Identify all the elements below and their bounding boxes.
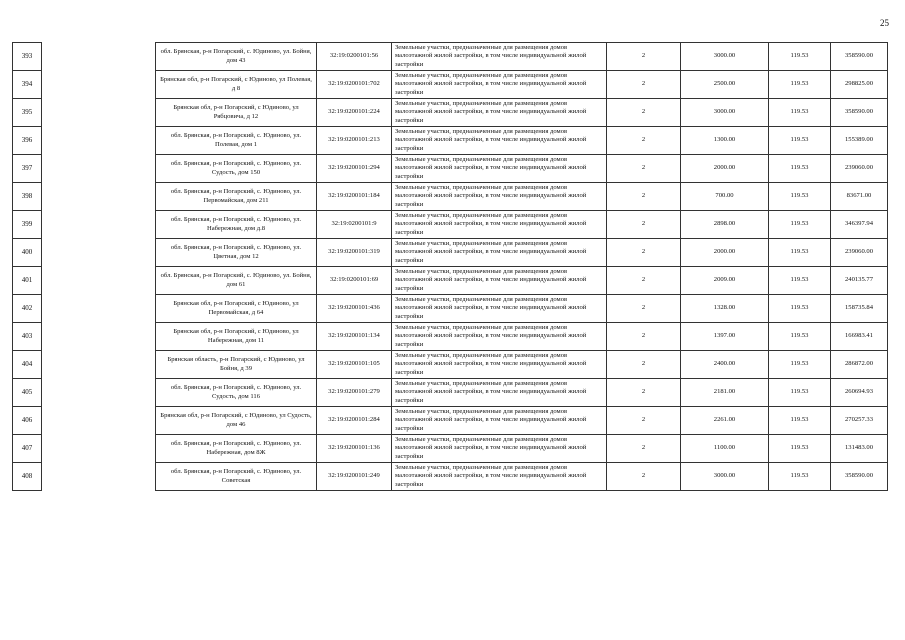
rate-cell: 119.53 xyxy=(769,407,831,435)
table-row xyxy=(13,295,888,323)
table-row xyxy=(13,379,888,407)
rate-cell: 119.53 xyxy=(769,239,831,267)
cadastral-value-cell: 240135.77 xyxy=(831,267,888,295)
category-cell: 2 xyxy=(607,43,681,71)
table-row xyxy=(13,127,888,155)
row-number: 395 xyxy=(13,99,42,127)
cadastral-number-cell: 32:19:0200101:436 xyxy=(317,295,392,323)
empty-column xyxy=(42,211,156,239)
address-cell: Брянская область, р-н Погарский, с Юдиново, ул Бойня, д 39 xyxy=(156,351,317,379)
row-number: 398 xyxy=(13,183,42,211)
cadastral-value-cell: 239060.00 xyxy=(831,155,888,183)
permitted-use-cell: Земельные участки, предназначенные для размещения домов малоэтажной жилой застройки, в том числе индивидуальной жилой застройки xyxy=(392,295,607,323)
cadastral-number-cell: 32:19:0200101:249 xyxy=(317,463,392,491)
empty-column xyxy=(42,407,156,435)
row-number: 402 xyxy=(13,295,42,323)
category-cell: 2 xyxy=(607,239,681,267)
table-row xyxy=(13,463,888,491)
cadastral-value-cell: 358590.00 xyxy=(831,99,888,127)
area-cell: 2009.00 xyxy=(681,267,769,295)
permitted-use-cell: Земельные участки, предназначенные для размещения домов малоэтажной жилой застройки, в том числе индивидуальной жилой застройки xyxy=(392,267,607,295)
address-cell: обл. Брянская, р-н Погарский, с. Юдиново, ул. Набережная, дом д.8 xyxy=(156,211,317,239)
rate-cell: 119.53 xyxy=(769,43,831,71)
rate-cell: 119.53 xyxy=(769,463,831,491)
area-cell: 3000.00 xyxy=(681,99,769,127)
cadastral-number-cell: 32:19:0200101:69 xyxy=(317,267,392,295)
cadastral-number-cell: 32:19:0200101:9 xyxy=(317,211,392,239)
area-cell: 2400.00 xyxy=(681,351,769,379)
permitted-use-cell: Земельные участки, предназначенные для размещения домов малоэтажной жилой застройки, в том числе индивидуальной жилой застройки xyxy=(392,435,607,463)
rate-cell: 119.53 xyxy=(769,183,831,211)
area-cell: 2500.00 xyxy=(681,71,769,99)
address-cell: обл. Брянская, р-н Погарский, с. Юдиново, ул. Бойня, дом 61 xyxy=(156,267,317,295)
address-cell: обл. Брянская, р-н Погарский, с. Юдиново, ул. Советская xyxy=(156,463,317,491)
permitted-use-cell: Земельные участки, предназначенные для размещения домов малоэтажной жилой застройки, в том числе индивидуальной жилой застройки xyxy=(392,351,607,379)
category-cell: 2 xyxy=(607,155,681,183)
category-cell: 2 xyxy=(607,71,681,99)
cadastral-value-cell: 239060.00 xyxy=(831,239,888,267)
table-row xyxy=(13,155,888,183)
address-cell: Брянская обл, р-н Погарский, с Юдиново, ул Судость, дом 46 xyxy=(156,407,317,435)
empty-column xyxy=(42,43,156,71)
rate-cell: 119.53 xyxy=(769,351,831,379)
cadastral-number-cell: 32:19:0200101:702 xyxy=(317,71,392,99)
table-row xyxy=(13,351,888,379)
cadastral-value-cell: 270257.33 xyxy=(831,407,888,435)
table-row xyxy=(13,323,888,351)
area-cell: 2181.00 xyxy=(681,379,769,407)
rate-cell: 119.53 xyxy=(769,323,831,351)
category-cell: 2 xyxy=(607,267,681,295)
cadastral-value-cell: 131483.00 xyxy=(831,435,888,463)
permitted-use-cell: Земельные участки, предназначенные для размещения домов малоэтажной жилой застройки, в том числе индивидуальной жилой застройки xyxy=(392,239,607,267)
permitted-use-cell: Земельные участки, предназначенные для размещения домов малоэтажной жилой застройки, в том числе индивидуальной жилой застройки xyxy=(392,99,607,127)
empty-column xyxy=(42,239,156,267)
row-number: 406 xyxy=(13,407,42,435)
cadastral-value-cell: 83671.00 xyxy=(831,183,888,211)
rate-cell: 119.53 xyxy=(769,155,831,183)
empty-column xyxy=(42,295,156,323)
address-cell: обл. Брянская, р-н Погарский, с. Юдиново, ул. Цветная, дом 12 xyxy=(156,239,317,267)
category-cell: 2 xyxy=(607,99,681,127)
category-cell: 2 xyxy=(607,323,681,351)
row-number: 400 xyxy=(13,239,42,267)
table-row xyxy=(13,267,888,295)
permitted-use-cell: Земельные участки, предназначенные для размещения домов малоэтажной жилой застройки, в том числе индивидуальной жилой застройки xyxy=(392,71,607,99)
category-cell: 2 xyxy=(607,295,681,323)
row-number: 394 xyxy=(13,71,42,99)
table-row xyxy=(13,211,888,239)
area-cell: 1300.00 xyxy=(681,127,769,155)
cadastral-number-cell: 32:19:0200101:279 xyxy=(317,379,392,407)
address-cell: обл. Брянская, р-н Погарский, с. Юдиново, ул. Первомайская, дом 211 xyxy=(156,183,317,211)
empty-column xyxy=(42,127,156,155)
empty-column xyxy=(42,99,156,127)
empty-column xyxy=(42,379,156,407)
rate-cell: 119.53 xyxy=(769,379,831,407)
table-row xyxy=(13,435,888,463)
row-number: 407 xyxy=(13,435,42,463)
rate-cell: 119.53 xyxy=(769,435,831,463)
address-cell: обл. Брянская, р-н Погарский, с. Юдиново, ул. Набережная, дом 8Ж xyxy=(156,435,317,463)
land-register-table xyxy=(12,42,888,491)
category-cell: 2 xyxy=(607,435,681,463)
cadastral-number-cell: 32:19:0200101:134 xyxy=(317,323,392,351)
cadastral-number-cell: 32:19:0200101:213 xyxy=(317,127,392,155)
table-row xyxy=(13,99,888,127)
row-number: 408 xyxy=(13,463,42,491)
rate-cell: 119.53 xyxy=(769,99,831,127)
table-row xyxy=(13,239,888,267)
area-cell: 1397.00 xyxy=(681,323,769,351)
table-row xyxy=(13,407,888,435)
permitted-use-cell: Земельные участки, предназначенные для размещения домов малоэтажной жилой застройки, в том числе индивидуальной жилой застройки xyxy=(392,463,607,491)
address-cell: Брянская обл, р-н Погарский, с Юдиново, ул Первомайская, д 64 xyxy=(156,295,317,323)
table-row xyxy=(13,43,888,71)
category-cell: 2 xyxy=(607,379,681,407)
category-cell: 2 xyxy=(607,183,681,211)
empty-column xyxy=(42,351,156,379)
row-number: 401 xyxy=(13,267,42,295)
area-cell: 3000.00 xyxy=(681,43,769,71)
category-cell: 2 xyxy=(607,407,681,435)
area-cell: 3000.00 xyxy=(681,463,769,491)
area-cell: 1100.00 xyxy=(681,435,769,463)
rate-cell: 119.53 xyxy=(769,127,831,155)
area-cell: 2000.00 xyxy=(681,239,769,267)
cadastral-number-cell: 32:19:0200101:284 xyxy=(317,407,392,435)
empty-column xyxy=(42,183,156,211)
permitted-use-cell: Земельные участки, предназначенные для размещения домов малоэтажной жилой застройки, в том числе индивидуальной жилой застройки xyxy=(392,211,607,239)
cadastral-number-cell: 32:19:0200101:294 xyxy=(317,155,392,183)
row-number: 399 xyxy=(13,211,42,239)
area-cell: 700.00 xyxy=(681,183,769,211)
row-number: 405 xyxy=(13,379,42,407)
permitted-use-cell: Земельные участки, предназначенные для размещения домов малоэтажной жилой застройки, в том числе индивидуальной жилой застройки xyxy=(392,323,607,351)
rate-cell: 119.53 xyxy=(769,211,831,239)
category-cell: 2 xyxy=(607,351,681,379)
address-cell: Брянская обл, р-н Погарский, с Юдиново, ул Набережная, дом 11 xyxy=(156,323,317,351)
row-number: 403 xyxy=(13,323,42,351)
cadastral-value-cell: 346397.94 xyxy=(831,211,888,239)
cadastral-value-cell: 158735.84 xyxy=(831,295,888,323)
empty-column xyxy=(42,463,156,491)
row-number: 393 xyxy=(13,43,42,71)
address-cell: обл. Брянская, р-н Погарский, с. Юдиново, ул. Судость, дом 116 xyxy=(156,379,317,407)
category-cell: 2 xyxy=(607,211,681,239)
empty-column xyxy=(42,155,156,183)
row-number: 397 xyxy=(13,155,42,183)
row-number: 404 xyxy=(13,351,42,379)
cadastral-number-cell: 32:19:0200101:105 xyxy=(317,351,392,379)
page-number: 25 xyxy=(880,18,889,28)
address-cell: Брянская обл, р-н Погарский, с Юдиново, ул Рябцовича, д 12 xyxy=(156,99,317,127)
cadastral-number-cell: 32:19:0200101:184 xyxy=(317,183,392,211)
address-cell: Брянская обл, р-н Погарский, с Юдиново, ул Полевая, д 8 xyxy=(156,71,317,99)
cadastral-number-cell: 32:19:0200101:319 xyxy=(317,239,392,267)
table-body xyxy=(13,43,888,491)
cadastral-value-cell: 358590.00 xyxy=(831,43,888,71)
cadastral-number-cell: 32:19:0200101:136 xyxy=(317,435,392,463)
cadastral-value-cell: 358590.00 xyxy=(831,463,888,491)
address-cell: обл. Брянская, р-н Погарский, с. Юдиново, ул. Полевая, дом 1 xyxy=(156,127,317,155)
area-cell: 2000.00 xyxy=(681,155,769,183)
permitted-use-cell: Земельные участки, предназначенные для размещения домов малоэтажной жилой застройки, в том числе индивидуальной жилой застройки xyxy=(392,407,607,435)
area-cell: 1328.00 xyxy=(681,295,769,323)
category-cell: 2 xyxy=(607,127,681,155)
permitted-use-cell: Земельные участки, предназначенные для размещения домов малоэтажной жилой застройки, в том числе индивидуальной жилой застройки xyxy=(392,43,607,71)
table-row xyxy=(13,71,888,99)
permitted-use-cell: Земельные участки, предназначенные для размещения домов малоэтажной жилой застройки, в том числе индивидуальной жилой застройки xyxy=(392,379,607,407)
permitted-use-cell: Земельные участки, предназначенные для размещения домов малоэтажной жилой застройки, в том числе индивидуальной жилой застройки xyxy=(392,183,607,211)
address-cell: обл. Брянская, р-н Погарский, с. Юдиново, ул. Бойня, дом 43 xyxy=(156,43,317,71)
cadastral-number-cell: 32:19:0200101:56 xyxy=(317,43,392,71)
cadastral-value-cell: 298825.00 xyxy=(831,71,888,99)
row-number: 396 xyxy=(13,127,42,155)
category-cell: 2 xyxy=(607,463,681,491)
address-cell: обл. Брянская, р-н Погарский, с. Юдиново, ул. Судость, дом 150 xyxy=(156,155,317,183)
table-row xyxy=(13,183,888,211)
rate-cell: 119.53 xyxy=(769,295,831,323)
cadastral-value-cell: 155389.00 xyxy=(831,127,888,155)
rate-cell: 119.53 xyxy=(769,267,831,295)
cadastral-value-cell: 286872.00 xyxy=(831,351,888,379)
permitted-use-cell: Земельные участки, предназначенные для размещения домов малоэтажной жилой застройки, в том числе индивидуальной жилой застройки xyxy=(392,155,607,183)
permitted-use-cell: Земельные участки, предназначенные для размещения домов малоэтажной жилой застройки, в том числе индивидуальной жилой застройки xyxy=(392,127,607,155)
area-cell: 2261.00 xyxy=(681,407,769,435)
cadastral-value-cell: 260694.93 xyxy=(831,379,888,407)
area-cell: 2898.00 xyxy=(681,211,769,239)
empty-column xyxy=(42,71,156,99)
empty-column xyxy=(42,435,156,463)
empty-column xyxy=(42,267,156,295)
empty-column xyxy=(42,323,156,351)
rate-cell: 119.53 xyxy=(769,71,831,99)
cadastral-value-cell: 166983.41 xyxy=(831,323,888,351)
cadastral-number-cell: 32:19:0200101:224 xyxy=(317,99,392,127)
